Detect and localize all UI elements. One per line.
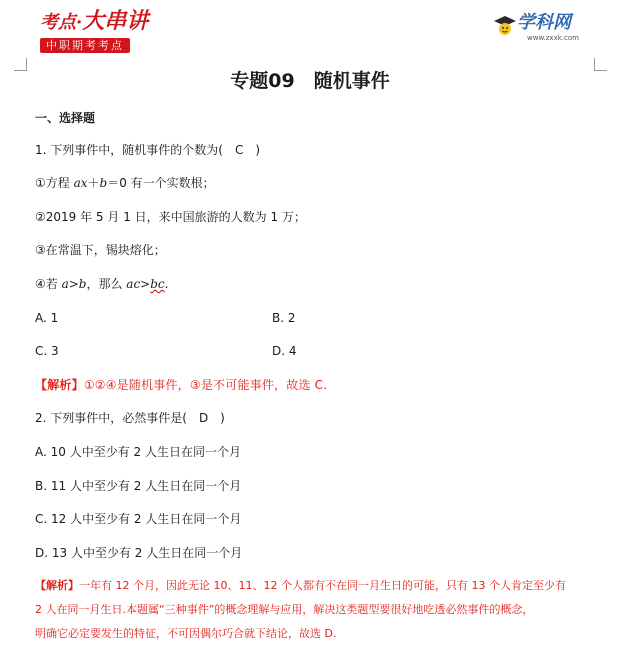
item-text: ，那么 bbox=[86, 277, 127, 291]
option-b: B. 2 bbox=[272, 311, 296, 325]
question-1-stem: 1. 下列事件中，随机事件的个数为( C ) bbox=[35, 143, 261, 157]
item-text: ＝0 有一个实数根； bbox=[107, 176, 215, 190]
question-2-analysis-line-3: 明确它必定要发生的特征，不可因偶尔巧合就下结论，故选 D. bbox=[35, 627, 337, 640]
logo-prefix: 考点· bbox=[40, 12, 83, 33]
xuekewang-logo bbox=[493, 12, 583, 46]
analysis-text: ①②④是随机事件，③是不可能事件，故选 C. bbox=[83, 378, 328, 392]
item-var: ac> bbox=[126, 277, 151, 291]
item-var: ax bbox=[73, 176, 88, 190]
question-1-item-1 bbox=[35, 175, 215, 191]
logo-name: 学科网 bbox=[517, 12, 571, 33]
item-text: ④若 bbox=[35, 277, 62, 291]
item-var: bc bbox=[150, 277, 165, 291]
option-c: C. 3 bbox=[35, 344, 59, 358]
option-a: A. 1 bbox=[35, 311, 59, 325]
section-heading: 一、选择题 bbox=[35, 111, 96, 125]
item-var: b bbox=[99, 176, 108, 190]
zhongzhi-logo bbox=[40, 10, 158, 52]
logo-url: www.zxxk.com bbox=[527, 34, 579, 42]
logo-banner: 中职期考考点 bbox=[40, 38, 130, 53]
question-1-item-4 bbox=[35, 276, 168, 292]
item-var: a>b bbox=[61, 277, 87, 291]
question-1-analysis bbox=[35, 377, 327, 393]
question-2-stem: 2. 下列事件中，必然事件是( D ) bbox=[35, 411, 225, 425]
option-c: C. 12 人中至少有 2 人生日在同一个月 bbox=[35, 512, 242, 526]
question-2-analysis-line-2: 2 人在同一月生日.本题属“三种事件”的概念理解与应用，解决这类题型要很好地吃透必然事件的概念， bbox=[35, 603, 534, 616]
question-2-analysis-line-1 bbox=[35, 578, 566, 594]
option-d: D. 13 人中至少有 2 人生日在同一个月 bbox=[35, 546, 243, 560]
item-text: ＋ bbox=[87, 176, 100, 190]
item-text: . bbox=[164, 277, 169, 291]
analysis-label: 【解析】 bbox=[35, 378, 84, 392]
graduate-cap-icon bbox=[493, 14, 517, 38]
option-a: A. 10 人中至少有 2 人生日在同一个月 bbox=[35, 445, 241, 459]
option-d: D. 4 bbox=[272, 344, 297, 358]
question-1-item-3: ③在常温下，锡块熔化； bbox=[35, 243, 166, 257]
logo-main: 大串讲 bbox=[82, 8, 149, 34]
question-1-item-2: ②2019 年 5 月 1 日，来中国旅游的人数为 1 万； bbox=[35, 210, 306, 224]
analysis-label: 【解析】 bbox=[35, 579, 79, 592]
item-text: ①方程 bbox=[35, 176, 74, 190]
analysis-text: 一年有 12 个月，因此无论 10、11、12 个人都有不在同一月生日的可能，只有 13 个人肯定至少有 bbox=[79, 579, 566, 592]
doc-title: 专题09 随机事件 bbox=[230, 70, 390, 92]
option-b: B. 11 人中至少有 2 人生日在同一个月 bbox=[35, 479, 242, 493]
